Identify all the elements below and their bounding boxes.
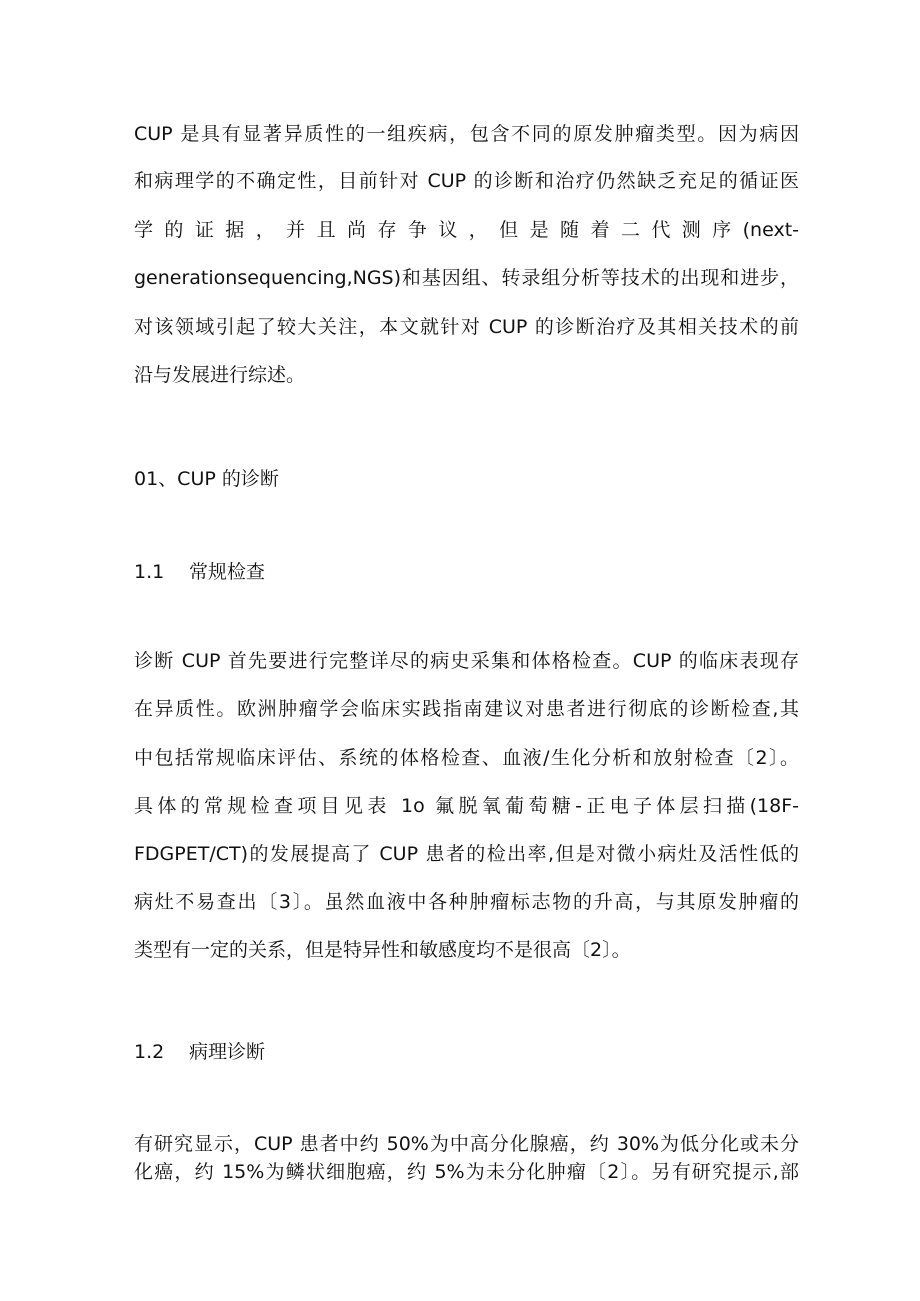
text-line: 化癌，约 15%为鳞状细胞癌，约 5%为未分化肿瘤〔2〕。另有研究提示,部 xyxy=(134,1161,799,1183)
text-line: 具体的常规检查项目见表 1o 氟脱氧葡萄糖-正电子体层扫描(18F- xyxy=(134,795,799,817)
subsection-title: 常规检查 xyxy=(189,561,266,583)
subsection-number: 1.1 xyxy=(134,561,165,583)
text-line: 对该领域引起了较大关注，本文就针对 CUP 的诊断治疗及其相关技术的前 xyxy=(134,316,799,338)
text-line: 学 的 证 据 ， 并 且 尚 存 争 议 ， 但 是 随 着 二 代 测 序 (next- xyxy=(134,219,799,241)
text-line: 和病理学的不确定性，目前针对 CUP 的诊断和治疗仍然缺乏充足的循证医 xyxy=(134,170,799,192)
text-line: 病灶不易查出〔3〕。虽然血液中各种肿瘤标志物的升高，与其原发肿瘤的 xyxy=(134,891,799,913)
text-line: CUP 是具有显著异质性的一组疾病，包含不同的原发肿瘤类型。因为病因 xyxy=(134,123,799,145)
text-line: 在异质性。欧洲肿瘤学会临床实践指南建议对患者进行彻底的诊断检查,其 xyxy=(134,698,799,720)
text-line: 有研究显示，CUP 患者中约 50%为中高分化腺癌，约 30%为低分化或未分 xyxy=(134,1133,799,1155)
subsection-title: 病理诊断 xyxy=(189,1041,266,1063)
subsection-number: 1.2 xyxy=(134,1041,165,1063)
text-line: FDGPET/CT)的发展提高了 CUP 患者的检出率,但是对微小病灶及活性低的 xyxy=(134,843,799,865)
subsection-heading xyxy=(134,1039,265,1065)
text-line: 中包括常规临床评估、系统的体格检查、血液/生化分析和放射检查〔2〕。 xyxy=(134,747,799,769)
text-line: generationsequencing,NGS)和基因组、转录组分析等技术的出现和进步， xyxy=(134,267,799,289)
text-line: 类型有一定的关系，但是特异性和敏感度均不是很高〔2〕。 xyxy=(134,939,631,961)
section-heading: 01、CUP 的诊断 xyxy=(134,468,279,490)
text-line: 沿与发展进行综述。 xyxy=(134,364,306,386)
text-line: 诊断 CUP 首先要进行完整详尽的病史采集和体格检查。CUP 的临床表现存 xyxy=(134,650,799,672)
subsection-heading xyxy=(134,559,265,585)
